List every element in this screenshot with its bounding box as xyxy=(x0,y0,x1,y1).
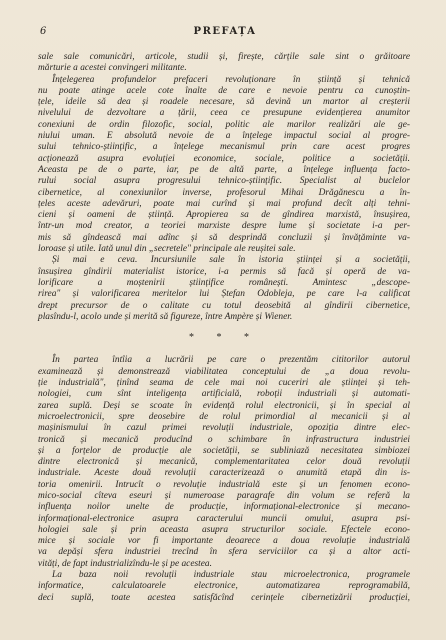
text-line: rului social asupra progresului tehnico-științific. Specialist al buclelor xyxy=(38,176,410,187)
running-title: PREFAȚA xyxy=(193,26,257,37)
text-line: Înțelegerea profundelor prefaceri revoluționare în știință și tehnică xyxy=(52,74,410,85)
text-line: lorificare a moștenirii științifice românești. Amintesc „descope- xyxy=(38,277,410,288)
text-line: și a forțelor de producție ale societății, se subliniază necesitatea simbiozei xyxy=(38,445,410,456)
text-line: mașinismului în cazul primei revoluții industriale, opoziția dintre elec- xyxy=(38,423,410,434)
text-line: vități, de fapt industrializîndu-le și pe acestea. xyxy=(38,558,212,569)
text-line: mărturie a acestei convingeri militante. xyxy=(38,63,187,74)
text-line: Aceasta pe de o parte, iar, pe de altă parte, a înțelege influența facto- xyxy=(38,164,410,175)
text-line: nologiei, cum sînt inteligența artificială, roboții industriali și automati- xyxy=(38,389,410,400)
section-separator: * * * xyxy=(189,332,259,344)
text-line: informatice, calculatoarele electronice, automatizarea reprogramabilă, xyxy=(38,581,410,592)
text-line: informațional-electronice asupra caracterului muncii omului, asupra psi- xyxy=(38,513,410,524)
text-line: nivelului de dezvoltare a țării, ceea ce presupune evidențierea anumitor xyxy=(38,108,410,119)
text-line: niului uman. E absolută nevoie de a înțelege impactul social al progre- xyxy=(38,131,410,142)
text-line: dintre electronică și mecanică, complementaritatea celor două revoluții xyxy=(38,457,410,468)
text-line: plasîndu-l, acolo unde și merită să figureze, între Ampère și Wiener. xyxy=(38,311,293,322)
text-line: însușirea gîndirii materialist istorice, i-a permis să facă și operă de va- xyxy=(38,266,410,277)
text-line: influența noilor unelte de producție, informațional-electronice și mecano- xyxy=(38,502,410,513)
paragraph-3 xyxy=(38,255,410,323)
text-line: rirea" și valorificarea meritelor lui Ștefan Odobleja, pe care l-a calificat xyxy=(38,289,410,300)
text-line: sului tehnico-științific, a înțelege mecanismul prin care acest progres xyxy=(38,142,410,153)
text-line: mis să gîndească mai adînc și să desprindă concluzii și învățăminte va- xyxy=(38,232,410,243)
text-line: mico-social cîteva eseuri și numeroase paragrafe din volum se referă la xyxy=(38,490,410,501)
text-line: cibernetice, al conexiunilor inverse, profesorul Mihai Drăgănescu a în- xyxy=(38,187,410,198)
text-line: microelectronicii, spre deosebire de rolul primordial al mecanicii și al xyxy=(38,411,410,422)
body-text xyxy=(38,52,410,604)
text-line: acționează asupra evoluției economice, sociale, politice a societății. xyxy=(38,153,410,164)
paragraph-5 xyxy=(38,570,410,604)
text-line: nu poate atinge acele cote înalte de care e nevoie pentru ca cunoștin- xyxy=(38,85,410,96)
text-line: hologiei sale și prin aceasta asupra structurilor sociale. Efectele econo- xyxy=(38,524,410,535)
paragraph-2 xyxy=(38,75,410,256)
text-line: În partea întîia a lucrării pe care o prezentăm cititorilor autorul xyxy=(52,355,410,366)
text-line: cieni și oameni de știință. Apropierea sa de gîndirea marxistă, însușirea, xyxy=(38,210,410,221)
text-line: drept precursor de o calitate cu totul deosebită al gîndirii cibernetice, xyxy=(38,300,410,311)
text-line: sale sale comunicări, articole, studii și, firește, cărțile sale sint o grăitoare xyxy=(38,52,410,62)
text-line: examinează și demonstrează viabilitatea conceptului de „a doua revolu- xyxy=(38,366,410,377)
text-line: într-un mod creator, a teoriei marxiste despre lume și societate i-a per- xyxy=(38,221,410,232)
text-line: ție industrială", ținînd seama de cele mai noi cuceriri ale științei și teh- xyxy=(38,378,410,389)
text-line: zarea suplă. Deși se scoate în evidență rolul electronicii, și în special al xyxy=(38,400,410,411)
text-line: Și mai e ceva. Incursiunile sale în istoria științei și a societății, xyxy=(52,255,410,266)
text-line: va depăși sfera industriei trecînd în sfera serviciilor ca și a altor acti- xyxy=(38,547,410,558)
text-line: industriale. Aceste două revoluții caracterizează o anumită etapă din is- xyxy=(38,468,410,479)
text-line: conexiuni de ordin filozofic, social, politic ale marilor realizări ale ge- xyxy=(38,119,410,130)
text-line: La baza noii revoluții industriale stau microelectronica, programele xyxy=(52,570,410,581)
text-line: loroase și utile. Iată unul din „secretele" principale ale reușitei sale. xyxy=(38,244,296,255)
paragraph-1 xyxy=(38,52,410,75)
paragraph-4 xyxy=(38,355,410,570)
text-line: țele, ideile să dea și roadele necesare, să devină un martor al creșterii xyxy=(38,97,410,108)
text-line: mice și sociale vor fi importante deoarece a doua revoluție industrială xyxy=(38,536,410,547)
text-line: țeles aceste adevăruri, poate mai curînd și mai profund decît alți tehni- xyxy=(38,198,410,209)
text-line: deci suplă, toate acestea satisfăcînd cerințele cibernetizării producției, xyxy=(38,592,410,603)
page-number: 6 xyxy=(40,26,48,37)
text-line: toria omenirii. Intrucît o revoluție industrială este și un fenomen econo- xyxy=(38,479,410,490)
text-line: tronică și mecanică producînd o schimbare în infrastructura industriei xyxy=(38,434,410,445)
page-header xyxy=(40,26,410,40)
